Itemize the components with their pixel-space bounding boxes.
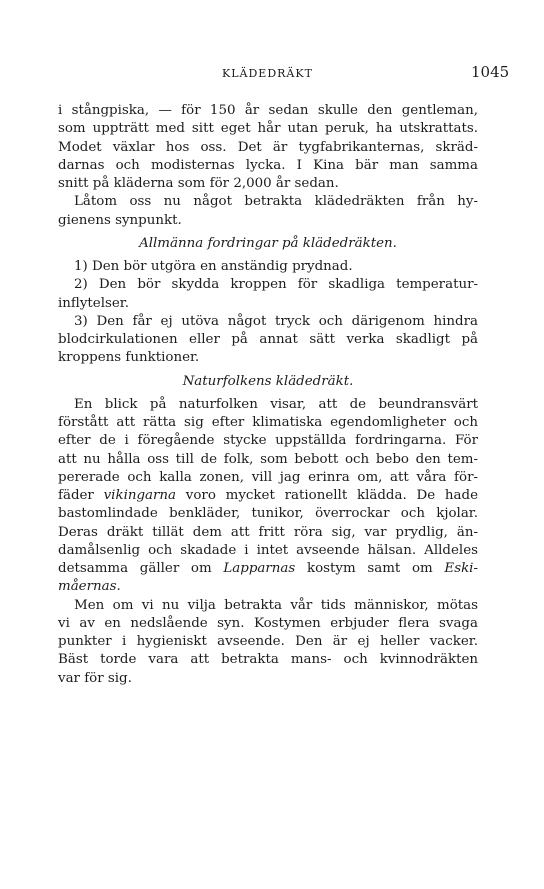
text-line: 1) Den bör utgöra en anständig prydnad. (74, 259, 353, 274)
text-line: damålsenlig och skadade i intet avseende hälsan. Alldeles (58, 542, 478, 558)
emphasis-eskimaernas-end: måernas. (58, 579, 121, 595)
text-line: var för sig. (58, 670, 132, 686)
text-line: kroppens funktioner. (58, 350, 200, 366)
body-text (58, 102, 478, 688)
text-line: Låtom oss nu något betrakta klädedräkten från hy- (74, 194, 478, 210)
text-line (58, 487, 478, 505)
list-item (58, 313, 478, 368)
text-segment: fäder (58, 488, 104, 503)
running-title: KLÄDEDRÄKT (222, 67, 313, 80)
text-line: inflytelser. (58, 295, 129, 311)
list-item (58, 276, 478, 313)
text-line: vi av en nedslående syn. Kostymen erbjuder flera svaga (58, 615, 478, 631)
text-line: blodcirkulationen eller på annat sätt verka skadligt på (58, 332, 478, 347)
section-heading-general: Allmänna fordringar på klädedräkten. (139, 235, 397, 251)
text-line: snitt på kläderna som för 2,000 år sedan. (58, 176, 339, 191)
text-line: Men om vi nu vilja betrakta vår tids människor, mötas (74, 597, 478, 613)
text-line: förstått att rätta sig efter klimatiska egendomligheter och (58, 415, 478, 430)
text-line: i stångpiska, — för 150 år sedan skulle den gentleman, (58, 103, 478, 118)
text-line: Modet växlar hos oss. Det är tygfabrikanternas, skräd- (58, 139, 478, 155)
text-line: att nu hålla oss till de folk, som bebott och bebo den tem- (58, 451, 478, 467)
paragraph-4 (58, 597, 478, 688)
text-line: efter de i föregående stycke uppställda fordringarna. För (58, 433, 478, 449)
paragraph-2 (58, 193, 478, 230)
text-segment: kostym samt om (295, 561, 445, 576)
section-heading-natural-peoples: Naturfolkens klädedräkt. (182, 373, 354, 389)
list-item (58, 258, 478, 276)
text-line: 2) Den bör skydda kroppen för skadliga temperatur- (74, 277, 478, 293)
paragraph-1 (58, 102, 478, 193)
emphasis-vikingarna: vikingarna (103, 488, 177, 503)
page-number: 1045 (471, 63, 510, 81)
text-line: pererade och kalla zonen, vill jag erinra om, att våra för- (58, 469, 478, 485)
text-line: punkter i hygieniskt avseende. Den är ej heller vacker. (58, 634, 478, 649)
text-line: Bäst torde vara att betrakta mans- och kvinnodräkten (58, 652, 478, 668)
text-line: gienens synpunkt. (58, 212, 182, 228)
requirements-list (58, 258, 478, 368)
text-line: darnas och modisternas lycka. I Kina bär man samma (58, 157, 478, 173)
paragraph-3 (58, 396, 478, 597)
text-segment: voro mycket rationellt klädda. De hade (176, 488, 479, 503)
text-line: En blick på naturfolken visar, att de beundransvärt (74, 396, 478, 412)
text-line: Deras dräkt tillät dem att fritt röra sig, var prydlig, än- (58, 524, 478, 540)
text-line (58, 578, 478, 596)
text-segment: detsamma gäller om (58, 561, 224, 576)
page-header (0, 63, 544, 87)
emphasis-eskimaernas: Eski- (444, 561, 478, 576)
text-line: som uppträtt med sitt eget hår utan peruk, ha utskrattats. (58, 121, 478, 137)
text-line (58, 560, 478, 578)
text-line: 3) Den får ej utöva något tryck och därigenom hindra (74, 313, 478, 329)
emphasis-lapparnas: Lapparnas (223, 561, 296, 576)
text-line: bastomlindade benkläder, tunikor, överrockar och kjolar. (58, 506, 478, 522)
